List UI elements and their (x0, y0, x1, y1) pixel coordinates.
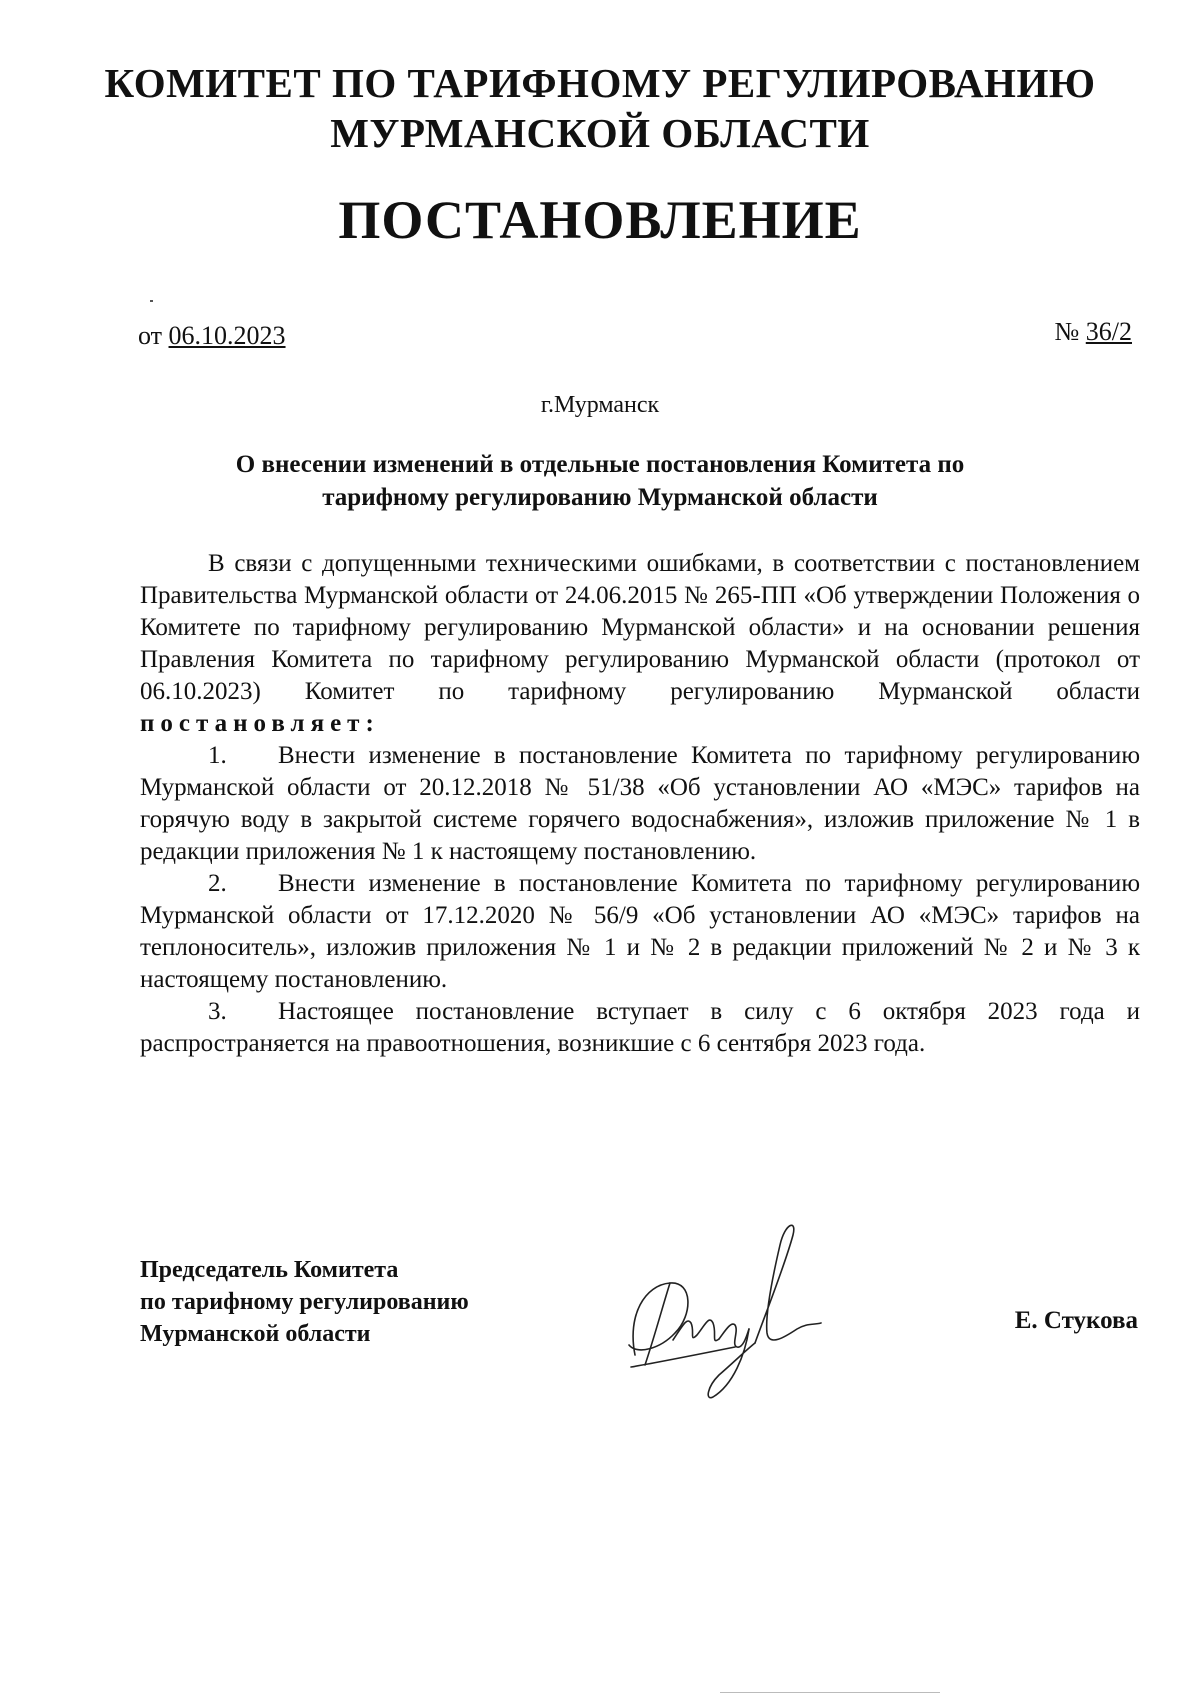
subject-line1: О внесении изменений в отдельные постановления Комитета по (235, 451, 965, 478)
signer-title-line1: Председатель Комитета (140, 1257, 399, 1283)
decree-word: постановляет: (140, 710, 380, 737)
document-type-title: ПОСТАНОВЛЕНИЕ (338, 190, 862, 250)
signer-name: Е. Стукова (1014, 1307, 1138, 1334)
preamble-paragraph (140, 548, 1140, 740)
item-number: 3. (208, 998, 227, 1025)
item-text: Внести изменение в постановление Комитета по тарифному регулированию Мурманской области от 20.12.2018 № 51/38 «Об установлении АО «МЭС» тарифов на горячую воду в закрытой системе горячего водоснабжения», изложив приложение № 1 в редакции приложения № 1 к настоящему постановлению. (140, 742, 1140, 865)
divider (720, 1692, 940, 1693)
document-body (140, 548, 1140, 1060)
item-number: 2. (208, 870, 227, 897)
organization-name (100, 58, 1100, 158)
organization-name-line1: КОМИТЕТ ПО ТАРИФНОМУ РЕГУЛИРОВАНИЮ (104, 60, 1096, 106)
item-text: Настоящее постановление вступает в силу с 6 октября 2023 года и распространяется на правоотношения, возникшие с 6 сентября 2023 года. (140, 998, 1140, 1057)
date-value: 06.10.2023 (168, 321, 286, 350)
document-date (138, 320, 286, 352)
signer-title (140, 1254, 469, 1350)
signer-title-line2: по тарифному регулированию (140, 1289, 469, 1315)
document-number (1054, 316, 1132, 348)
document-subject (150, 448, 1050, 514)
subject-line2: тарифному регулированию Мурманской области (322, 484, 878, 511)
number-prefix: № (1054, 317, 1080, 346)
city-name: г.Мурманск (540, 392, 660, 418)
organization-name-line2: МУРМАНСКОЙ ОБЛАСТИ (330, 110, 870, 156)
date-prefix: от (138, 321, 163, 350)
number-value: 36/2 (1085, 317, 1132, 346)
item-text: Внести изменение в постановление Комитета по тарифному регулированию Мурманской области от 17.12.2020 № 56/9 «Об установлении АО «МЭС» тарифов на теплоноситель», изложив приложения № 1 и № 2 в редакции приложений № 2 и № 3 к настоящему постановлению. (140, 870, 1140, 993)
signer-title-line3: Мурманской области (140, 1321, 371, 1347)
list-item (140, 996, 1140, 1060)
scan-mark (150, 300, 153, 302)
list-item (140, 740, 1140, 868)
item-number: 1. (208, 742, 227, 769)
list-item (140, 868, 1140, 996)
preamble-text: В связи с допущенными техническими ошибками, в соответствии с постановлением Правительства Мурманской области от 24.06.2015 № 265-ПП «Об утверждении Положения о Комитете по тарифному регулированию Мурманской области» и на основании решения Правления Комитета по тарифному регулированию Мурманской области (протокол от 06.10.2023) Комитет по тарифному регулированию Мурманской области (140, 550, 1140, 705)
handwritten-signature (615, 1205, 845, 1405)
